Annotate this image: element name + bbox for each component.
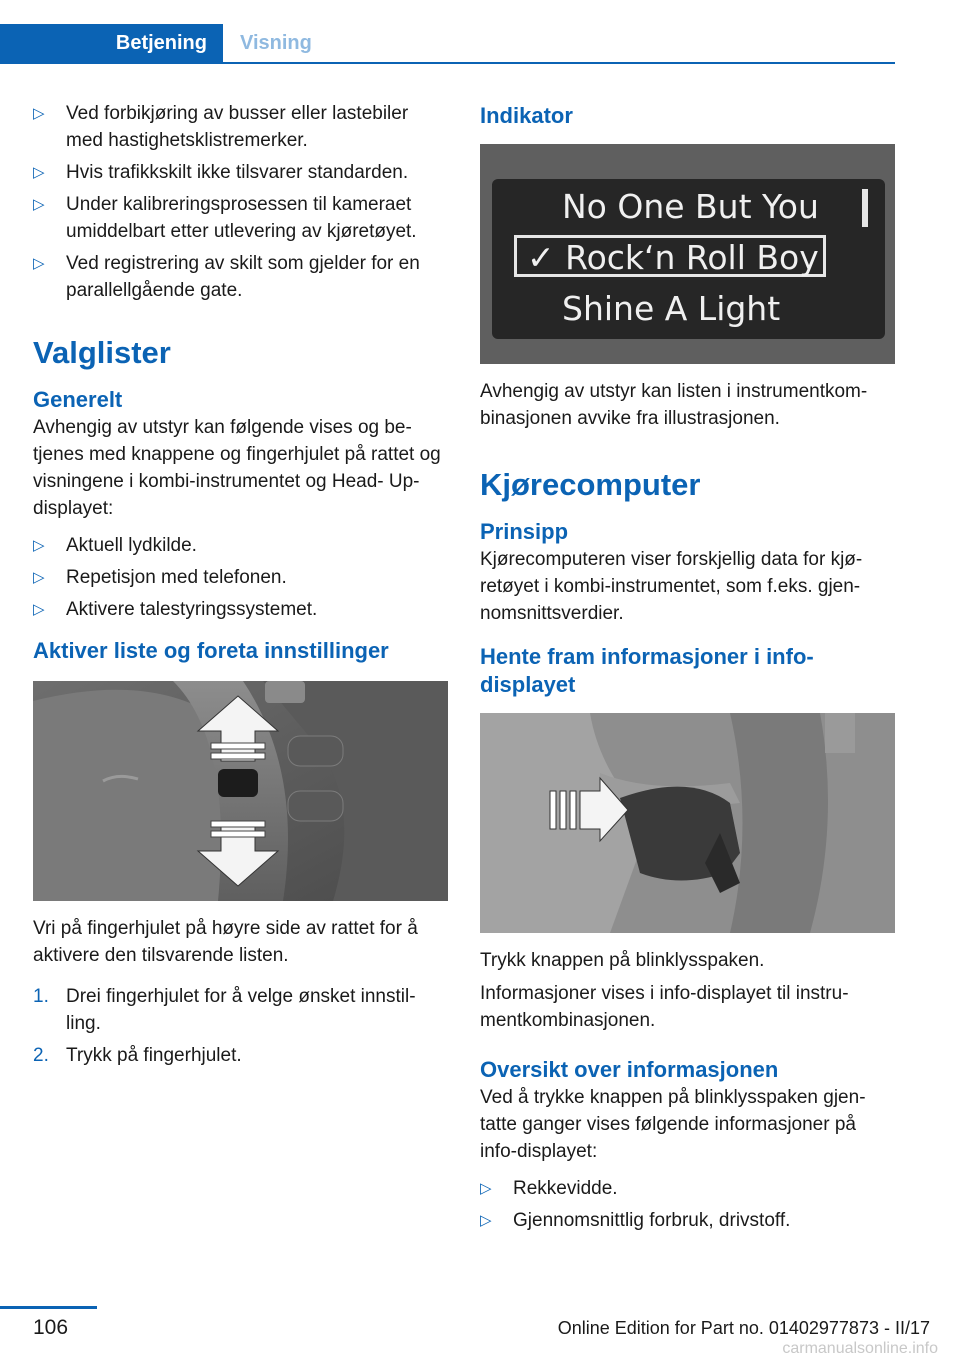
list-item: ▷ Gjennomsnittlig forbruk, drivstoff. — [480, 1207, 895, 1234]
watermark: carmanualsonline.info — [782, 1340, 938, 1357]
list-item: ▷ Ved registrering av skilt som gjelder for en parallellgående gate. — [33, 250, 448, 304]
paragraph-overview: Ved å trykke knappen på blinklysspaken gjen- tatte ganger vises følgende informasjoner på info-displayet: — [480, 1087, 866, 1162]
step-number: 1. — [33, 986, 49, 1007]
triangle-bullet-icon: ▷ — [480, 1212, 492, 1229]
heading-kjorecomputer: Kjørecomputer — [480, 467, 701, 502]
section-tab-bar — [0, 24, 895, 64]
scrollbar-icon — [862, 189, 868, 227]
list-item: 2. Trykk på fingerhjulet. — [33, 1042, 448, 1069]
list-item: ▷ Ved forbikjøring av busser eller lastebiler med hastighetsklistremerker. — [33, 100, 448, 154]
display-item: No One But You — [562, 187, 819, 226]
triangle-bullet-icon: ▷ — [33, 105, 45, 122]
display-item-selected: ✓ Rock‘n Roll Boy — [514, 235, 826, 277]
right-column — [480, 100, 895, 1242]
list-item: ▷ Repetisjon med telefonen. — [33, 564, 448, 591]
heading-overview: Oversikt over informasjonen — [480, 1057, 779, 1082]
triangle-bullet-icon: ▷ — [33, 537, 45, 554]
paragraph-press: Trykk knappen på blinklysspaken. — [480, 950, 765, 971]
paragraph-info: Informasjoner vises i info-displayet til instru- mentkombinasjonen. — [480, 983, 849, 1031]
steering-wheel-illustration — [33, 681, 448, 901]
conditions-list — [33, 100, 448, 304]
edition-note: Online Edition for Part no. 01402977873 - II/17 — [557, 1318, 930, 1338]
tab-betjening[interactable]: Betjening — [0, 24, 223, 62]
triangle-bullet-icon: ▷ — [480, 1180, 492, 1197]
steps-list — [33, 983, 448, 1069]
triangle-bullet-icon: ▷ — [33, 164, 45, 181]
indicator-stalk-illustration — [480, 713, 895, 933]
heading-activate-list: Aktiver liste og foreta innstillinger — [33, 638, 389, 663]
display-screen — [492, 179, 885, 339]
footer-rule — [0, 1306, 97, 1309]
triangle-bullet-icon: ▷ — [33, 196, 45, 213]
paragraph-principle: Kjørecomputeren viser forskjellig data for kjø- retøyet i kombi-instrumentet, som f.eks. gjen- nomsnittsverdier. — [480, 549, 863, 624]
heading-fetch-info: Hente fram informasjoner i info- displayet — [480, 644, 814, 697]
paragraph-indicator: Avhengig av utstyr kan listen i instrumentkom- binasjonen avvike fra illustrasjonen. — [480, 381, 868, 429]
stalk-button-image — [480, 713, 895, 933]
display-item: Shine A Light — [562, 289, 781, 328]
instrument-display-illustration — [480, 144, 895, 364]
triangle-bullet-icon: ▷ — [33, 255, 45, 272]
paragraph-general: Avhengig av utstyr kan følgende vises og be- tjenes med knappene og fingerhjulet på rattet og visningene i kombi-instrumentet og Head- Up-displayet: — [33, 417, 441, 519]
heading-generelt: Generelt — [33, 387, 123, 412]
list-item: ▷ Rekkevidde. — [480, 1175, 895, 1202]
list-item: ▷ Aktuell lydkilde. — [33, 532, 448, 559]
list-item: ▷ Aktivere talestyringssystemet. — [33, 596, 448, 623]
triangle-bullet-icon: ▷ — [33, 569, 45, 586]
general-list — [33, 532, 448, 623]
page-number: 106 — [33, 1316, 69, 1339]
tab-visning[interactable]: Visning — [240, 31, 312, 54]
heading-valglister: Valglister — [33, 335, 171, 370]
list-item: ▷ Hvis trafikkskilt ikke tilsvarer standarden. — [33, 159, 448, 186]
triangle-bullet-icon: ▷ — [33, 601, 45, 618]
left-column — [33, 100, 448, 1077]
step-number: 2. — [33, 1045, 49, 1066]
heading-prinsipp: Prinsipp — [480, 519, 569, 544]
list-item: 1. Drei fingerhjulet for å velge ønsket innstil- ling. — [33, 983, 448, 1037]
thumbwheel-image — [33, 681, 448, 901]
overview-list — [480, 1175, 895, 1234]
list-item: ▷ Under kalibreringsprosessen til kameraet umiddelbart etter utlevering av kjøretøyet. — [33, 191, 448, 245]
paragraph-wheel: Vri på fingerhjulet på høyre side av rattet for å aktivere den tilsvarende listen. — [33, 918, 418, 966]
heading-indikator: Indikator — [480, 103, 573, 128]
